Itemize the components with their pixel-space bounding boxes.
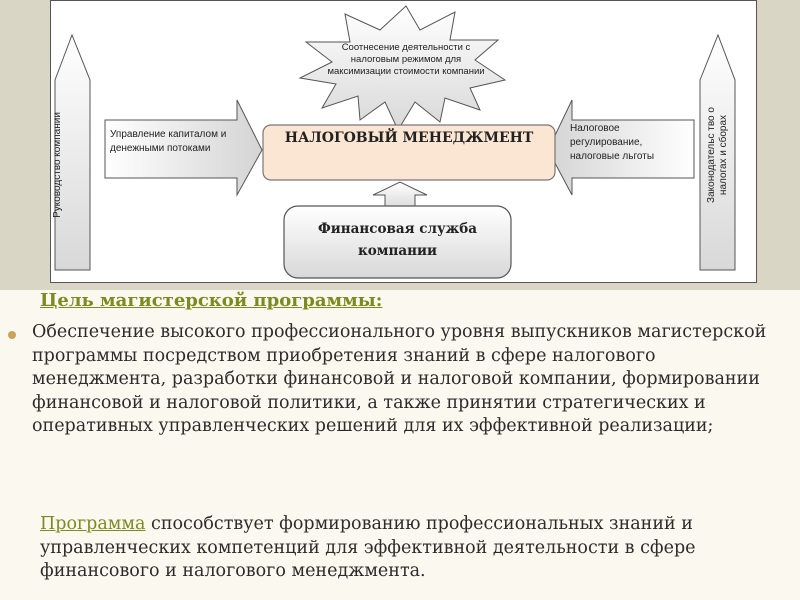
program-word: Программа — [40, 514, 146, 534]
goal-heading: Цель магистерской программы: — [40, 290, 383, 311]
center-title: НАЛОГОВЫЙ МЕНЕДЖМЕНТ — [284, 130, 534, 146]
program-paragraph — [40, 513, 780, 584]
starburst-text: Соотнесение деятельности с налоговым режимом для максимизации стоимости компании — [327, 42, 485, 77]
left-vertical-label: Руководство компании — [52, 112, 63, 218]
finance-box-label: Финансовая служба компании — [317, 221, 478, 259]
program-text: способствует формированию профессиональных знаний и управленческих компетенций для эффективной деятельности в сфере финансового и налогового менеджмента. — [40, 514, 696, 581]
bullet-icon — [8, 331, 16, 339]
goal-text: Обеспечение высокого профессионального уровня выпускников магистерской программы посредством приобретения знаний в сфере налогового менеджмента, разработки финансовой и налоговой компании, формировании финансовой и налоговой политики, а также принятии стратегических и оперативных управленческих решений для их эффективной реализации; — [32, 322, 767, 436]
right-vertical-label: Законодательс тво о налогах и сборах — [706, 107, 729, 203]
right-arrow-label: Налоговое регулирование, налоговые льготы — [570, 123, 655, 162]
left-arrow-label: Управление капиталом и денежными потоками — [110, 129, 227, 154]
